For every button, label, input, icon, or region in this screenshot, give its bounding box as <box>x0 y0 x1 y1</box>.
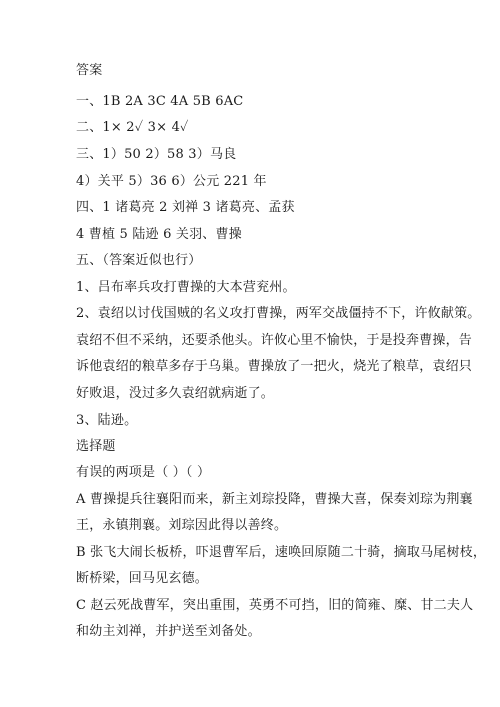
choice-heading: 选择题 <box>76 439 116 454</box>
answer-5-item-2-line-2: 袁绍不但不采纳，还要杀他头。许攸心里不愉快，于是投奔曹操，告 <box>76 333 473 348</box>
answer-section-5: 五、（答案近似也行） <box>76 253 202 268</box>
choice-option-c-cont: 和幼主刘禅，并护送至刘备处。 <box>76 624 261 639</box>
choice-option-b: B 张飞大闹长板桥，吓退曹军后，速唤回原随二十骑，摘取马尾树枝， <box>76 545 487 560</box>
choice-option-a-cont: 王，永镇荆襄。刘琮因此得以善终。 <box>76 518 288 533</box>
answer-section-4-cont: 4 曹植 5 陆逊 6 关羽、曹操 <box>76 227 242 242</box>
answer-5-item-2-line-3: 诉他袁绍的粮草多存于乌巢。曹操放了一把火，烧光了粮草，袁绍只 <box>76 359 473 374</box>
answer-section-2: 二、1× 2✓ 3× 4✓ <box>76 120 189 135</box>
answer-heading: 答案 <box>76 63 103 78</box>
answer-section-3: 三、1）50 2）58 3）马良 <box>76 147 237 162</box>
choice-option-c: C 赵云死战曹军，突出重围，英勇不可挡，旧的简雍、糜、甘二夫人 <box>76 598 474 613</box>
answer-5-item-3: 3、陆逊。 <box>76 413 138 428</box>
answer-section-1: 一、1B 2A 3C 4A 5B 6AC <box>76 94 244 109</box>
choice-option-a: A 曹操提兵往襄阳而来，新主刘琮投降，曹操大喜，保奏刘琮为荆襄 <box>76 492 473 507</box>
choice-question: 有误的两项是（ ）（ ） <box>76 465 211 480</box>
answer-section-4: 四、1 诸葛亮 2 刘禅 3 诸葛亮、孟获 <box>76 200 295 215</box>
answer-5-item-2-line-4: 好败退，没过多久袁绍就病逝了。 <box>76 386 275 401</box>
choice-option-b-cont: 断桥梁，回马见玄德。 <box>76 571 209 586</box>
answer-5-item-2: 2、袁绍以讨伐国贼的名义攻打曹操，两军交战僵持不下，许攸献策。 <box>76 306 481 321</box>
answer-5-item-1: 1、吕布率兵攻打曹操的大本营兖州。 <box>76 280 296 295</box>
answer-section-3-cont: 4）关平 5）36 6）公元 221 年 <box>76 174 267 189</box>
